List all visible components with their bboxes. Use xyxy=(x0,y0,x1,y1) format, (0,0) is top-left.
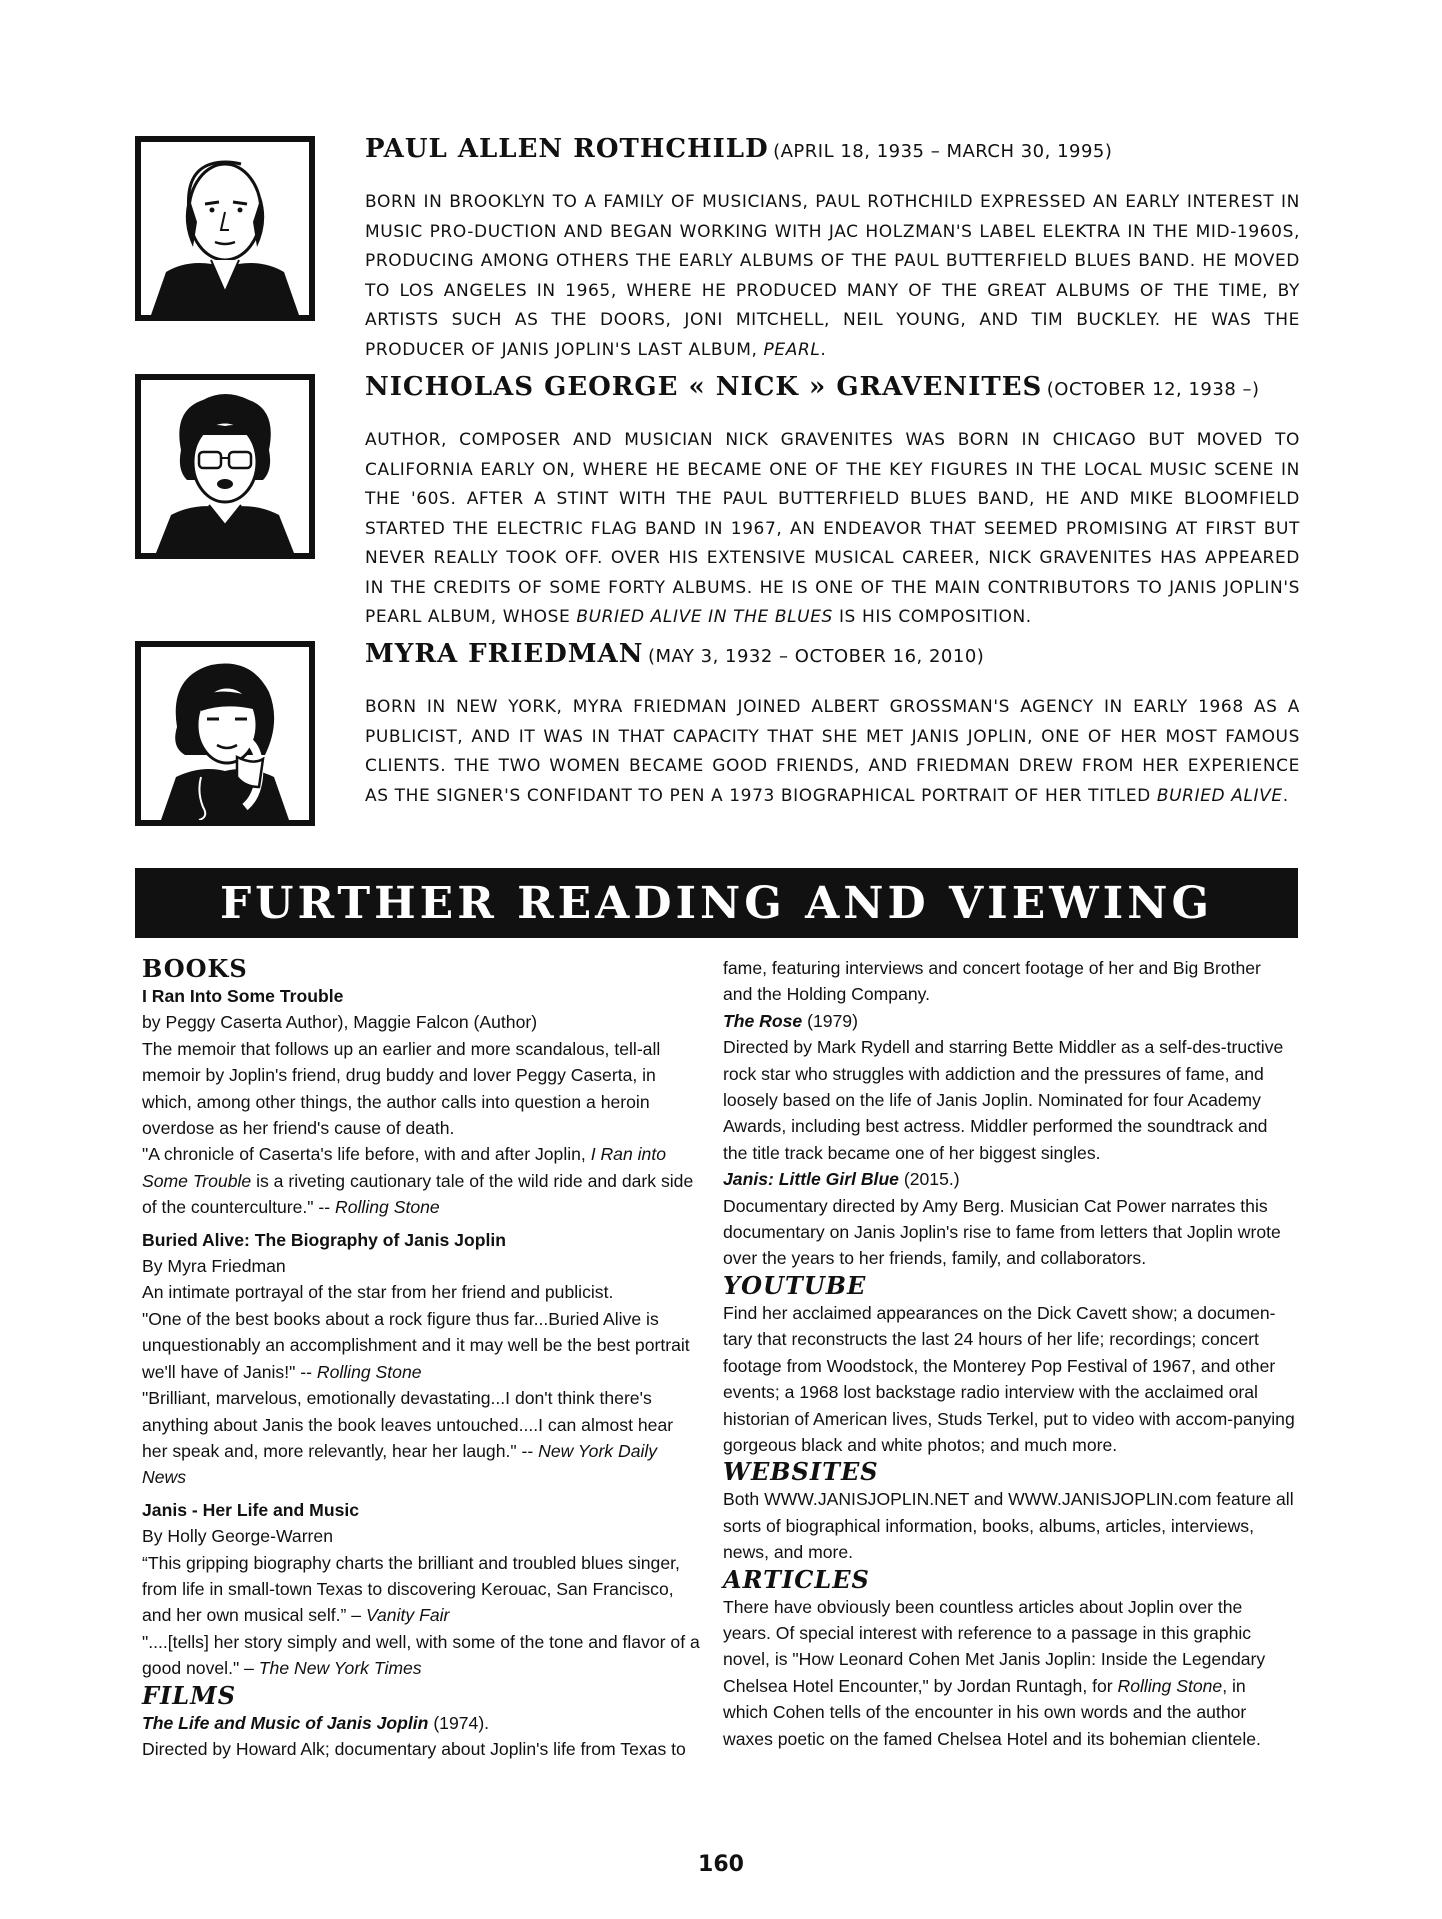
websites-heading: WEBSITES xyxy=(723,1457,879,1487)
bio-heading xyxy=(365,641,1300,667)
book-quote: "....[tells] her story simply and well, with some of the tone and flavor of a good novel." – The New York Times xyxy=(142,1631,700,1679)
book-author: By Holly George-Warren xyxy=(142,1526,333,1547)
book-author: By Myra Friedman xyxy=(142,1256,286,1277)
film-description: Directed by Mark Rydell and starring Bette Middler as a self-des-tructive rock star who struggles with addiction and the pressures of fame, and loosely based on the life of Janis Joplin. Nominated for four Academy Awards, including best actress. Middler performed the soundtrack and the title track became one of her biggest singles. xyxy=(723,1037,1284,1163)
film-title-line: The Rose (1979) xyxy=(723,1010,858,1031)
websites-text: Both WWW.JANISJOPLIN.NET and WWW.JANISJOPLIN.com feature all sorts of biographical information, books, albums, articles, interviews, news, and more. xyxy=(723,1489,1294,1563)
bio-dates: (OCTOBER 12, 1938 –) xyxy=(1046,379,1260,400)
book-quote: "One of the best books about a rock figure thus far...Buried Alive is unquestionably an accomplishment and it may well be the best portrait we'll have of Janis!" -- Rolling Stone xyxy=(142,1308,690,1382)
articles-heading: ARTICLES xyxy=(723,1564,870,1594)
bio-name: NICHOLAS GEORGE « NICK » GRAVENITES xyxy=(365,372,1043,402)
bio-heading xyxy=(365,374,1300,400)
film-description-start: Directed by Howard Alk; documentary about Joplin's life from Texas to xyxy=(142,1738,686,1759)
further-reading-banner: FURTHER READING AND VIEWING xyxy=(135,868,1298,938)
portrait-rothchild xyxy=(135,136,315,321)
book-title: Buried Alive: The Biography of Janis Joplin xyxy=(142,1229,506,1250)
film-title-line: The Life and Music of Janis Joplin (1974). xyxy=(142,1712,490,1733)
portrait-woman-on-phone-illustration xyxy=(141,647,309,820)
left-column xyxy=(142,955,702,1762)
book-title: Janis - Her Life and Music xyxy=(142,1499,360,1520)
articles-text: There have obviously been countless articles about Joplin over the years. Of special interest with reference to a passage in this graphic novel, is "How Leonard Cohen Met Janis Joplin: Inside the Legendary Chelsea Hotel Encounter," by Jordan Runtagh, for Rolling Stone, in which Cohen tells of the encounter in his own words and the author waxes poetic on the famed Chelsea Hotel and its bohemian clientele. xyxy=(723,1596,1266,1749)
film-title-line: Janis: Little Girl Blue (2015.) xyxy=(723,1169,960,1190)
portrait-man-balding-illustration xyxy=(141,142,309,315)
book-quote: "A chronicle of Caserta's life before, with and after Joplin, I Ran into Some Trouble is a riveting cautionary tale of the wild ride and dark side of the counterculture." -- Rolling Stone xyxy=(142,1144,694,1218)
book-author: by Peggy Caserta Author), Maggie Falcon (Author) xyxy=(142,1012,538,1033)
bio-text: AUTHOR, COMPOSER AND MUSICIAN NICK GRAVENITES WAS BORN IN CHICAGO BUT MOVED TO CALIFORNIA EARLY ON, WHERE HE BECAME ONE OF THE KEY FIGURES IN THE LOCAL MUSIC SCENE IN THE '60S. AFTER A STINT WITH THE PAUL BUTTERFIELD BLUES BAND, HE AND MIKE BLOOMFIELD STARTED THE ELECTRIC FLAG BAND IN 1967, AN ENDEAVOR THAT SEEMED PROMISING AT FIRST BUT NEVER REALLY TOOK OFF. OVER HIS EXTENSIVE MUSICAL CAREER, NICK GRAVENITES HAS APPEARED IN THE CREDITS OF SOME FORTY ALBUMS. HE IS ONE OF THE MAIN CONTRIBUTORS TO JANIS JOPLIN'S PEARL ALBUM, WHOSE BURIED ALIVE IN THE BLUES IS HIS COMPOSITION. xyxy=(365,430,1300,627)
right-column xyxy=(723,955,1295,1752)
book-quote: "Brilliant, marvelous, emotionally devastating...I don't think there's anything about Janis the book leaves untouched....I can almost hear her speak and, more relevantly, hear her laugh." -- New York Daily News xyxy=(142,1388,674,1488)
bio-body xyxy=(365,374,1300,633)
book-title: I Ran Into Some Trouble xyxy=(142,986,344,1006)
youtube-heading: YOUTUBE xyxy=(723,1270,867,1300)
youtube-text: Find her acclaimed appearances on the Dick Cavett show; a documen-tary that reconstructs the last 24 hours of her life; recordings; concert footage from Woodstock, the Monterey Pop Festival of 1967, and other events; a 1968 lost backstage radio interview with the acclaimed oral historian of American lives, Studs Terkel, put to video with accom-panying gorgeous black and white photos; and much more. xyxy=(723,1302,1295,1455)
portrait-man-curly-hair-glasses-illustration xyxy=(141,380,309,553)
bio-name: MYRA FRIEDMAN xyxy=(365,639,644,669)
book-quote: “This gripping biography charts the brilliant and troubled blues singer, from life in small-town Texas to discovering Kerouac, San Francisco, and her own musical self.” – Vanity Fair xyxy=(142,1552,680,1626)
films-heading: FILMS xyxy=(142,1680,237,1710)
bio-body xyxy=(365,641,1300,811)
bio-dates: (MAY 3, 1932 – OCTOBER 16, 2010) xyxy=(647,646,985,667)
book-description: An intimate portrayal of the star from her friend and publicist. xyxy=(142,1282,614,1303)
bio-heading xyxy=(365,136,1300,162)
film-description-continued: fame, featuring interviews and concert footage of her and Big Brother and the Holding Company. xyxy=(723,958,1261,1005)
book-description: The memoir that follows up an earlier and more scandalous, tell-all memoir by Joplin's friend, drug buddy and lover Peggy Caserta, in which, among other things, the author calls into question a heroin overdose as her friend's cause of death. xyxy=(142,1038,661,1139)
portrait-gravenites xyxy=(135,374,315,559)
books-heading: BOOKS xyxy=(142,954,248,983)
bio-body xyxy=(365,136,1300,365)
bio-name: PAUL ALLEN ROTHCHILD xyxy=(365,134,769,164)
bio-text: BORN IN BROOKLYN TO A FAMILY OF MUSICIANS, PAUL ROTHCHILD EXPRESSED AN EARLY INTEREST IN MUSIC PRO-DUCTION AND BEGAN WORKING WITH JAC HOLZMAN'S LABEL ELEKTRA IN THE MID-1960S, PRODUCING AMONG OTHERS THE EARLY ALBUMS OF THE PAUL BUTTERFIELD BLUES BAND. HE MOVED TO LOS ANGELES IN 1965, WHERE HE PRODUCED MANY OF THE GREAT ALBUMS OF THE TIME, BY ARTISTS SUCH AS THE DOORS, JONI MITCHELL, NEIL YOUNG, AND TIM BUCKLEY. HE WAS THE PRODUCER OF JANIS JOPLIN'S LAST ALBUM, PEARL. xyxy=(365,192,1300,360)
bio-dates: (APRIL 18, 1935 – MARCH 30, 1995) xyxy=(773,141,1113,162)
page-number: 160 xyxy=(698,1852,744,1877)
portrait-friedman xyxy=(135,641,315,826)
bio-text: BORN IN NEW YORK, MYRA FRIEDMAN JOINED ALBERT GROSSMAN'S AGENCY IN EARLY 1968 AS A PUBLICIST, AND IT WAS IN THAT CAPACITY THAT SHE MET JANIS JOPLIN, ONE OF HER MOST FAMOUS CLIENTS. THE TWO WOMEN BECAME GOOD FRIENDS, AND FRIEDMAN DREW FROM HER EXPERIENCE AS THE SIGNER'S CONFIDANT TO PEN A 1973 BIOGRAPHICAL PORTRAIT OF HER TITLED BURIED ALIVE. xyxy=(365,697,1300,806)
film-description: Documentary directed by Amy Berg. Musician Cat Power narrates this documentary on Janis Joplin's rise to fame from letters that Joplin wrote over the years to her friends, family, and collaborators. xyxy=(723,1195,1281,1269)
